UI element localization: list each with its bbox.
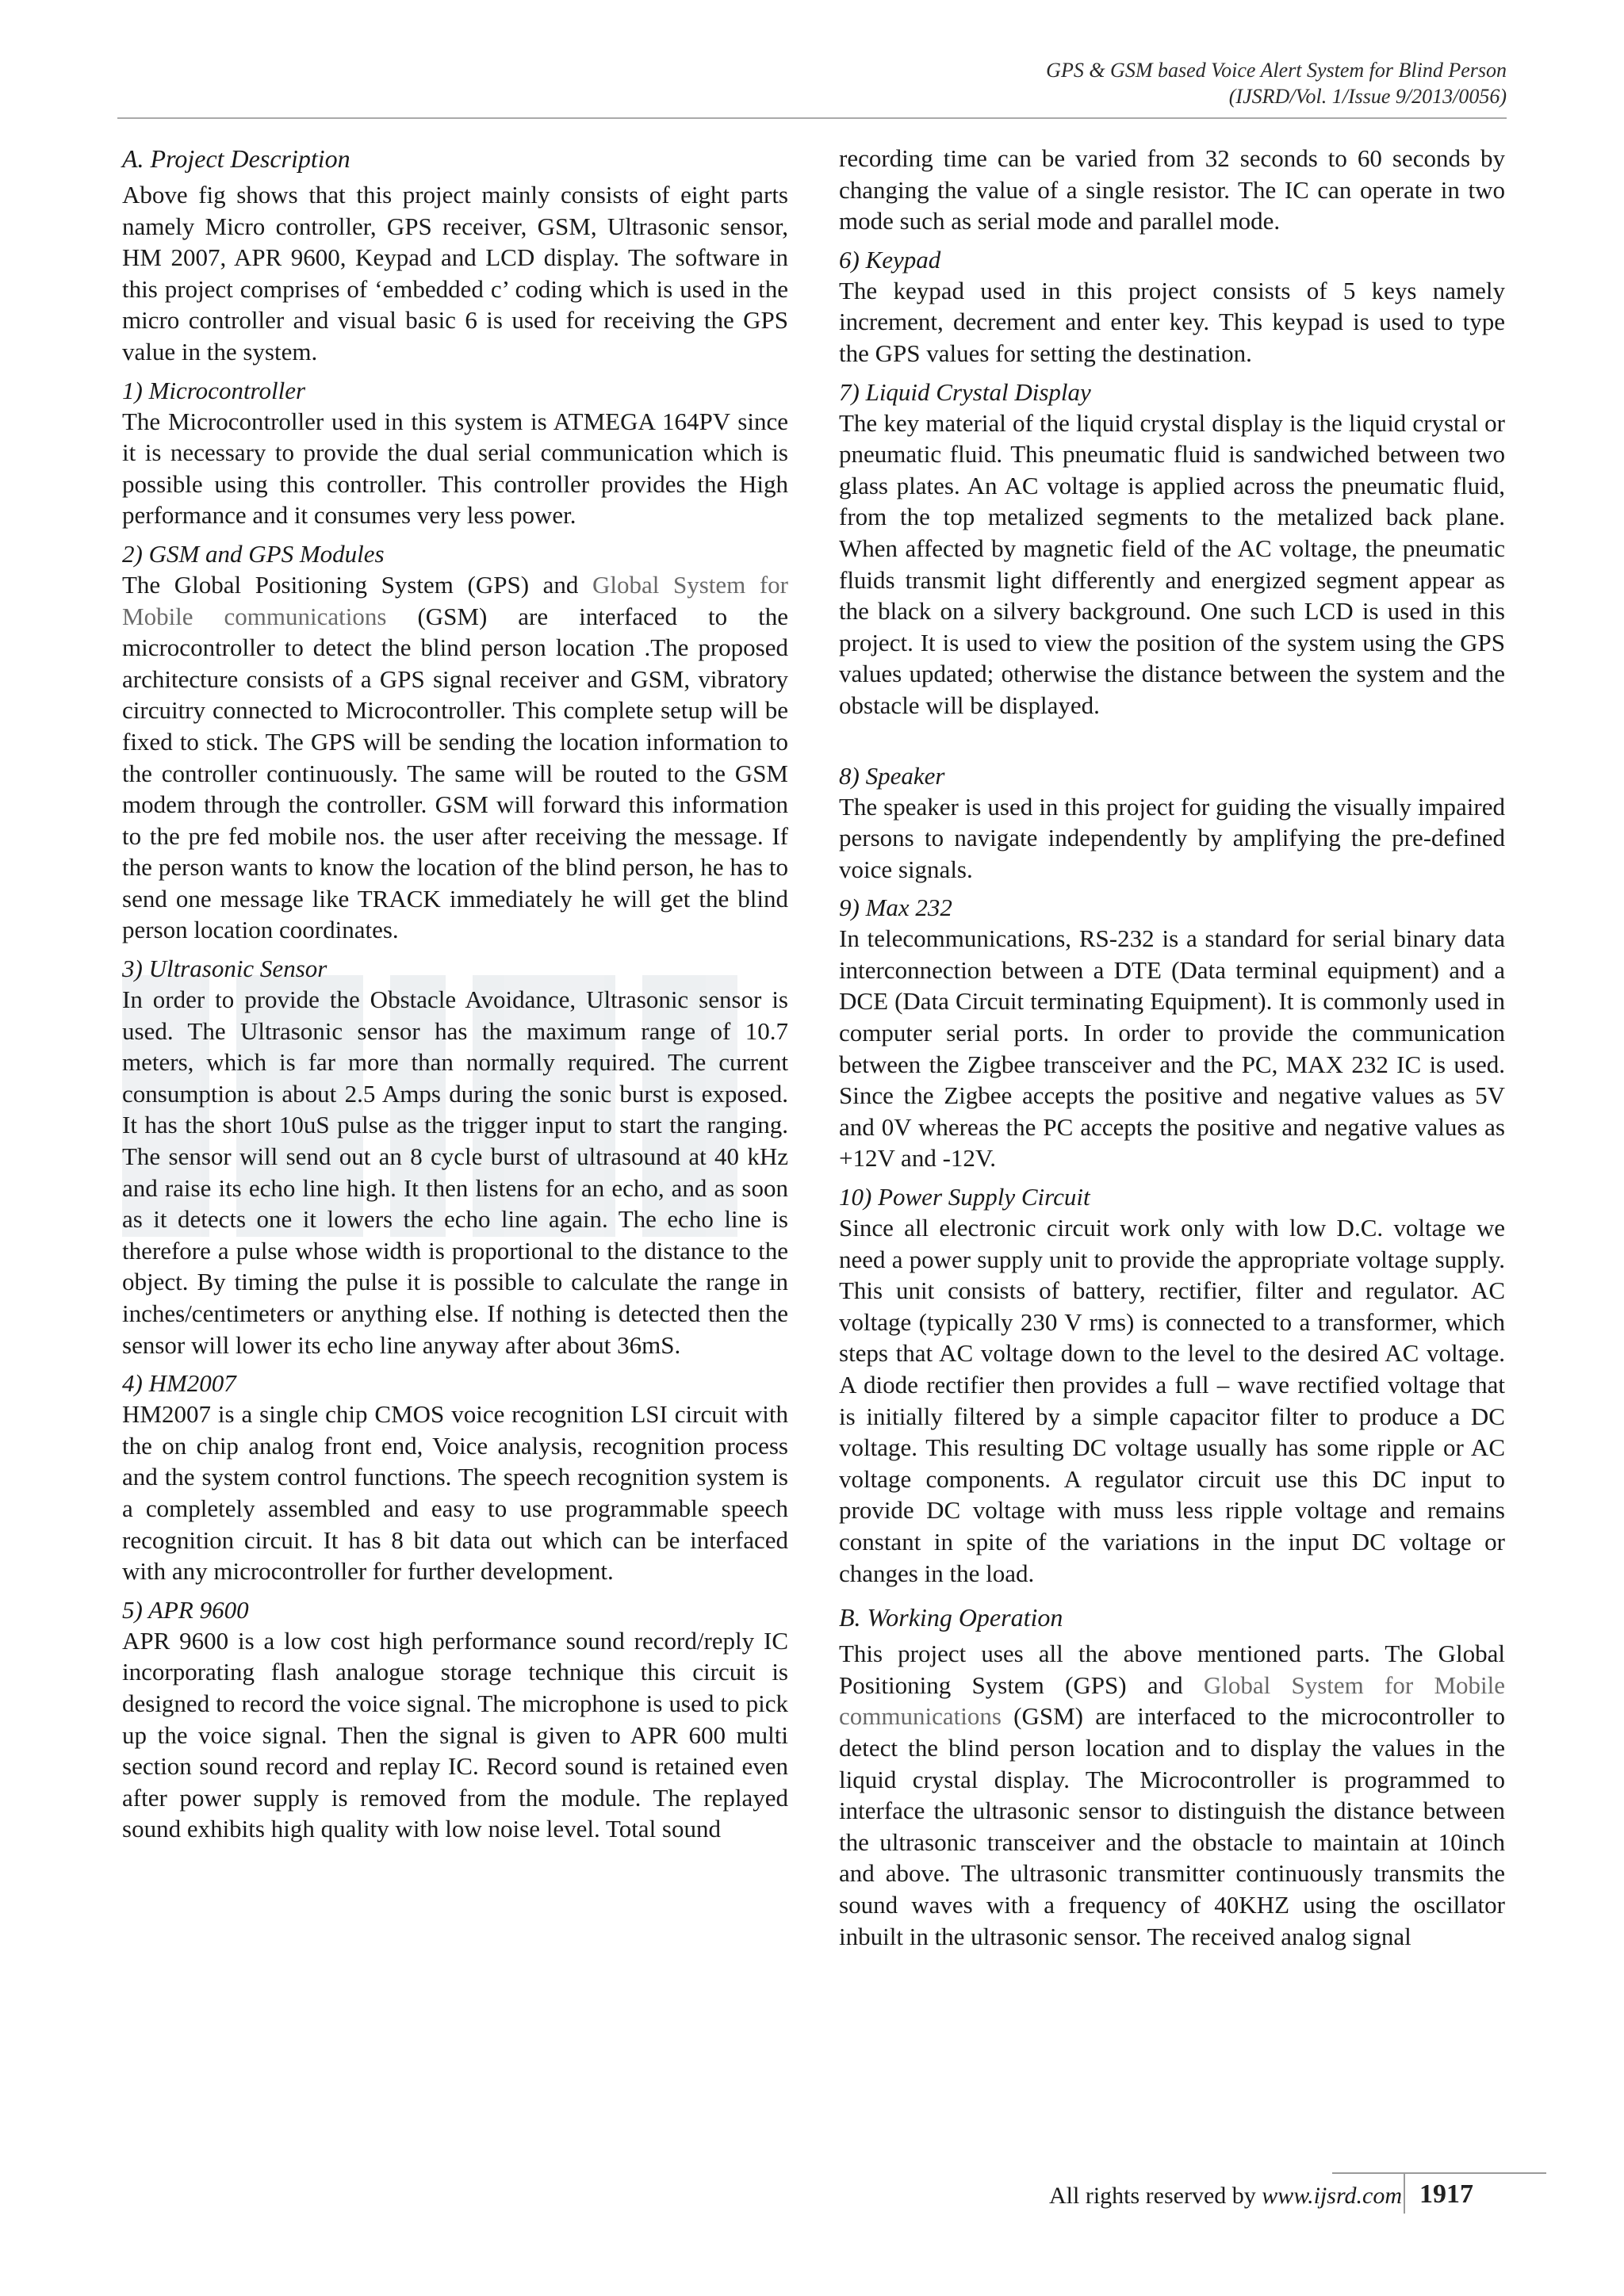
- subsection-heading-power-supply: 10) Power Supply Circuit: [839, 1183, 1090, 1211]
- paragraph-power-supply: Since all electronic circuit work only with low D.C. voltage we need a power supply unit to provide the appropriate voltage supply. This unit consists of battery, rectifier, filter and regulator. AC voltage (typically 230 V rms) is connected to a transformer, which steps that AC voltage down to the level to the desired AC voltage. A diode rectifier then provides a full – wave rectified voltage that is initially filtered by a simple capacitor filter to produce a DC voltage. This resulting DC voltage usually has some ripple or AC voltage components. A regulator circuit use this DC input to provide DC voltage with muss less ripple voltage and remains constant in spite of the variations in the input DC voltage or changes in the load.: [839, 1214, 1505, 1587]
- gsm-gps-text-end: (GSM) are interfaced to the microcontroller to detect the blind person location .The proposed architecture consists of a GPS signal receiver and GSM, vibratory circuitry connected to Microcontroller. This complete setup will be fixed to stick. The GPS will be sending the location information to the controller continuously. The same will be routed to the GSM modem through the controller. GSM will forward this information to the pre fed mobile nos. the user after receiving the message. If the person wants to know the location of the blind person, he has to send one message like TRACK immediately he will get the blind person location coordinates.: [122, 602, 788, 944]
- paragraph-apr9600-continued: recording time can be varied from 32 seconds to 60 seconds by changing the value of a single resistor. The IC can operate in two mode such as serial mode and parallel mode.: [839, 144, 1505, 235]
- header-rule: [117, 117, 1507, 119]
- footer-site-link[interactable]: www.ijsrd.com: [1262, 2183, 1402, 2209]
- subsection-heading-microcontroller: 1) Microcontroller: [122, 376, 306, 404]
- gsm-link-text[interactable]: Global System for Mobile communications: [122, 570, 789, 630]
- left-column: [122, 143, 788, 1845]
- footer-rule: [1332, 2172, 1546, 2174]
- subsection-heading-speaker: 8) Speaker: [839, 761, 945, 790]
- subsection-heading-max232: 9) Max 232: [839, 894, 952, 922]
- gsm-link-text-2[interactable]: Global System for Mobile communications: [839, 1670, 1505, 1731]
- subsection-heading-keypad: 6) Keypad: [839, 245, 941, 274]
- paragraph-hm2007: HM2007 is a single chip CMOS voice recognition LSI circuit with the on chip analog front end, Voice analysis, recognition process and the system control functions. The speech recognition system is a completely assembled and easy to use programmable speech recognition circuit. It has 8 bit data out which can be interfaced with any microcontroller for further development.: [122, 1400, 788, 1586]
- gsm-gps-text-start: The Global Positioning System (GPS) and: [122, 570, 592, 599]
- footer-rights-text: All rights reserved by: [1049, 2183, 1262, 2209]
- paragraph-gsm-gps: [122, 569, 788, 946]
- footer-divider: [1404, 2174, 1405, 2214]
- running-header: [1046, 57, 1507, 109]
- paragraph-apr9600: APR 9600 is a low cost high performance sound record/reply IC incorporating flash analogue storage technique this circuit is designed to record the voice signal. The microphone is used to pick up the voice signal. Then the signal is given to APR 600 multi section sound record and replay IC. Record sound is retained even after power supply is removed from the module. The replayed sound exhibits high quality with low noise level. Total sound: [122, 1626, 788, 1843]
- footer-rights: [1049, 2182, 1402, 2210]
- paragraph-microcontroller: The Microcontroller used in this system is ATMEGA 164PV since it is necessary to provide the dual serial communication which is possible using this controller. This controller provides the High performance and it consumes very less power.: [122, 407, 788, 530]
- subsection-heading-ultrasonic: 3) Ultrasonic Sensor: [122, 955, 327, 983]
- paragraph-max232: In telecommunications, RS-232 is a standard for serial binary data interconnection between a DTE (Data terminal equipment) and a DCE (Data Circuit terminating Equipment). It is commonly used in computer serial ports. In order to provide the communication between the Zigbee transceiver and the PC, MAX 232 IC is used. Since the Zigbee accepts the positive and negative values as 5V and 0V whereas the PC accepts the positive and negative values as +12V and -12V.: [839, 924, 1505, 1173]
- subsection-heading-gsm-gps: 2) GSM and GPS Modules: [122, 539, 385, 568]
- paragraph-lcd: The key material of the liquid crystal display is the liquid crystal or pneumatic fluid. This pneumatic fluid is sandwiched between two glass plates. An AC voltage is applied across the pneumatic fluid, from the top metalized segments to the metalized back plane. When affected by magnetic field of the AC voltage, the pneumatic fluids transmit light differently and energized segment appear as the black on a silvery background. One such LCD is used in this project. It is used to view the position of the system using the GPS values updated; otherwise the distance between the system and the obstacle will be displayed.: [839, 408, 1505, 719]
- header-title: GPS & GSM based Voice Alert System for Blind Person: [1046, 59, 1507, 82]
- header-citation: (IJSRD/Vol. 1/Issue 9/2013/0056): [1228, 85, 1507, 108]
- paragraph-speaker: The speaker is used in this project for guiding the visually impaired persons to navigate independently by amplifying the pre-defined voice signals.: [839, 792, 1505, 883]
- subsection-heading-lcd: 7) Liquid Crystal Display: [839, 377, 1091, 406]
- subsection-heading-hm2007: 4) HM2007: [122, 1369, 236, 1398]
- section-heading-project-description: A. Project Description: [122, 144, 350, 173]
- section-heading-working-operation: B. Working Operation: [839, 1603, 1063, 1632]
- paragraph-ultrasonic: In order to provide the Obstacle Avoidance, Ultrasonic sensor is used. The Ultrasonic sensor has the maximum range of 10.7 meters, which is far more than normally required. The current consumption is about 2.5 Amps during the sonic burst is exposed. It has the short 10uS pulse as the trigger input to start the ranging. The sensor will send out an 8 cycle burst of ultrasound at 40 kHz and raise its echo line high. It then listens for an echo, and as soon as it detects one it lowers the echo line again. The echo line is therefore a pulse whose width is proportional to the distance to the object. By timing the pulse it is possible to calculate the range in inches/centimeters or anything else. If nothing is detected then the sensor will lower its echo line anyway after about 36mS.: [122, 985, 788, 1359]
- working-text-end: (GSM) are interfaced to the microcontroller to detect the blind person location and to display the values in the liquid crystal display. The Microcontroller is programmed to interface the ultrasonic sensor to distinguish the distance between the ultrasonic transceiver and the obstacle to maintain at 10inch and above. The ultrasonic transmitter continuously transmits the sound waves with a frequency of 40KHZ using the oscillator inbuilt in the ultrasonic sensor. The received analog signal: [839, 1702, 1505, 1950]
- paragraph-keypad: The keypad used in this project consists of 5 keys namely increment, decrement and enter key. This keypad is used to type the GPS values for setting the destination.: [839, 276, 1505, 367]
- subsection-heading-apr9600: 5) APR 9600: [122, 1595, 249, 1624]
- right-column: [839, 143, 1505, 1952]
- paragraph-working-operation: [839, 1638, 1505, 1952]
- working-text-start: This project uses all the above mentioned parts. The Global Positioning System (GPS) and: [839, 1640, 1505, 1699]
- paragraph-project-description: Above fig shows that this project mainly consists of eight parts namely Micro controller, GPS receiver, GSM, Ultrasonic sensor, HM 2007, APR 9600, Keypad and LCD display. The software in this project comprises of ‘embedded c’ coding which is used in the micro controller and visual basic 6 is used for receiving the GPS value in the system.: [122, 181, 788, 365]
- page-number: 1917: [1419, 2179, 1473, 2209]
